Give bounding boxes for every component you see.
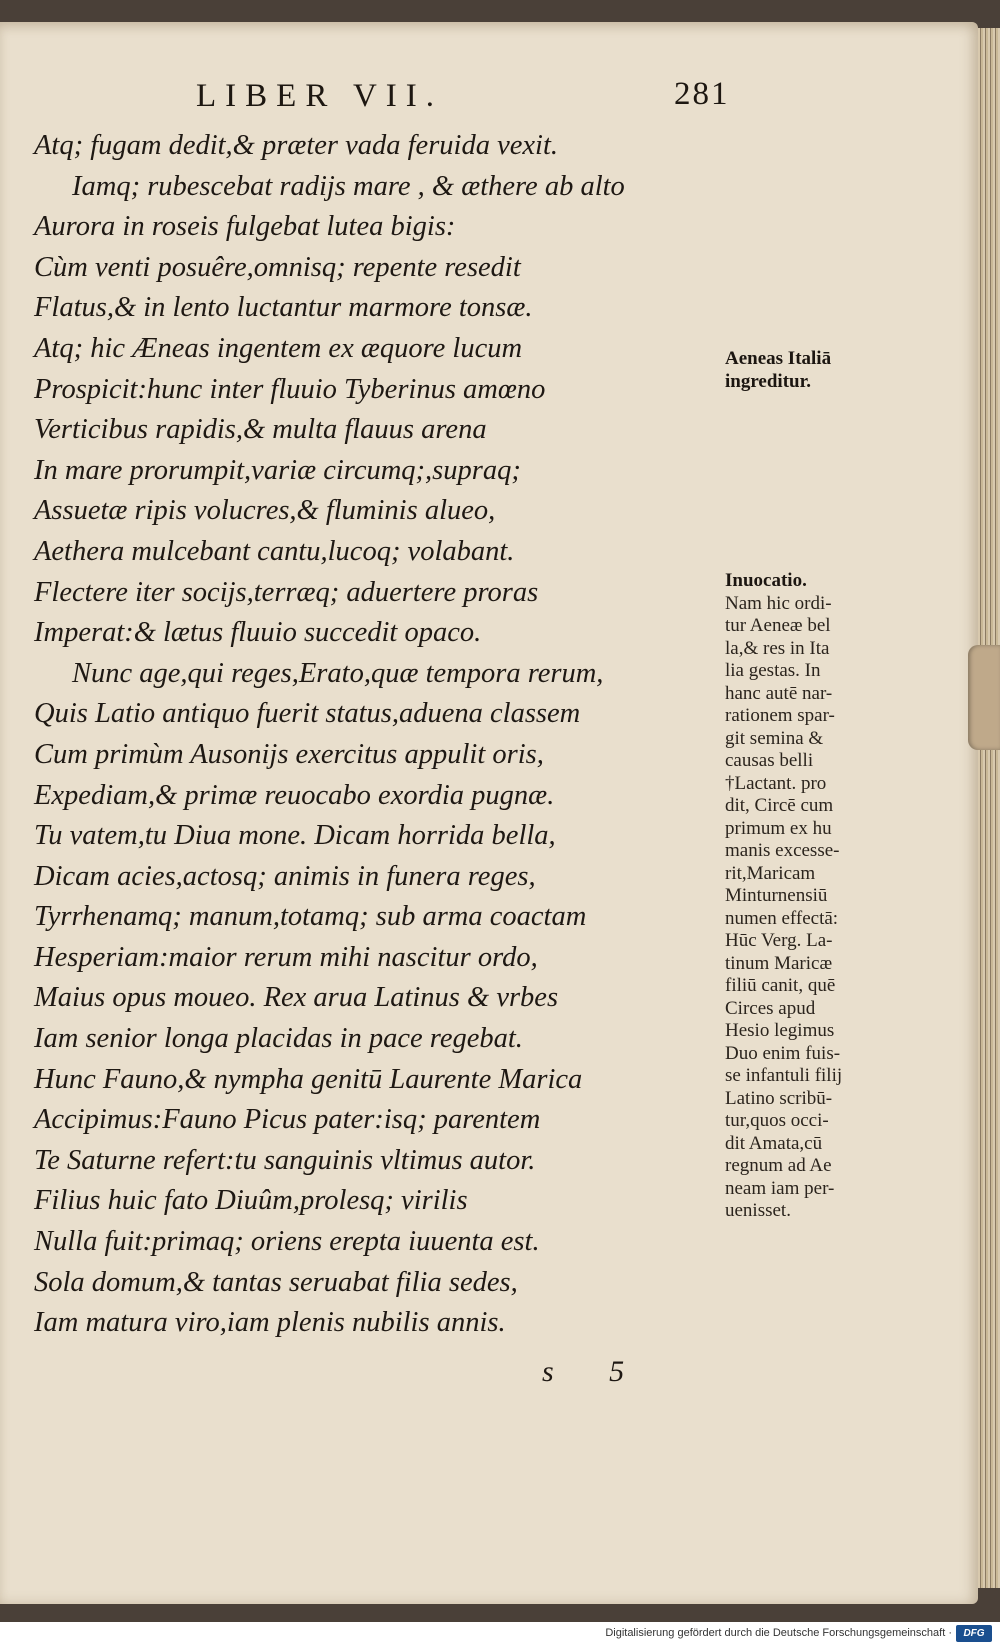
verse-line: Cùm venti posuêre,omnisq; repente resedit — [34, 251, 521, 283]
marginal-note-aeneas — [725, 348, 885, 393]
verse-line: Aurora in roseis fulgebat lutea bigis: — [34, 211, 456, 243]
footer-credit: Digitalisierung gefördert durch die Deutsche Forschungsgemeinschaft · — [605, 1627, 952, 1639]
verse-line: Flectere iter socijs,terræq; aduertere proras — [34, 576, 539, 608]
note-line: se infantuli filij — [725, 1065, 843, 1086]
note-line: Hesio legimus — [725, 1020, 835, 1041]
note-line: Hūc Verg. La- — [725, 930, 833, 951]
verse-line: Cum primùm Ausonijs exercitus appulit oris, — [34, 738, 544, 770]
note-line: filiū canit, quē — [725, 975, 836, 996]
note-line: †Lactant. pro — [725, 772, 827, 794]
verse-line: Imperat:& lætus fluuio succedit opaco. — [34, 617, 482, 649]
note-line: tinum Maricæ — [725, 952, 833, 974]
note-line: Latino scribū- — [725, 1087, 833, 1109]
verse-line: Tu vatem,tu Diua mone. Dicam horrida bella, — [34, 820, 556, 852]
verse-line: Quis Latio antiquo fuerit status,aduena classem — [34, 698, 581, 730]
note-line: Circes apud — [725, 997, 816, 1019]
note-line: hanc autē nar- — [725, 682, 833, 704]
verse-line: Atq; fugam dedit,& præter vada feruida vexit. — [34, 130, 558, 161]
note-line: Inuocatio. — [725, 570, 807, 591]
verse-line: Prospicit:hunc inter fluuio Tyberinus amœno — [34, 373, 546, 405]
note-line: Duo enim fuis- — [725, 1042, 841, 1064]
verse-line: Te Saturne refert:tu sanguinis vltimus autor. — [34, 1144, 536, 1176]
dfg-logo-icon: DFG — [956, 1625, 992, 1642]
page-number: 281 — [674, 76, 730, 112]
verse-line: Iam matura viro,iam plenis nubilis annis. — [34, 1307, 506, 1339]
verse-line: Verticibus rapidis,& multa flauus arena — [34, 414, 487, 446]
verse-line: Accipimus:Fauno Picus pater:isq; parentem — [34, 1104, 541, 1136]
verse-line: Atq; hic Æneas ingentem ex æquore lucum — [34, 332, 523, 364]
note-line: Aeneas Italiā — [725, 348, 832, 369]
note-line: tur,quos occi- — [725, 1110, 829, 1131]
verse-line: Hunc Fauno,& nympha genitū Laurente Marica — [34, 1063, 583, 1095]
book-title: LIBER VII. — [196, 78, 444, 114]
note-line: Nam hic ordi- — [725, 592, 832, 614]
note-line: dit Amata,cū — [725, 1132, 823, 1154]
marginal-note-invocatio — [725, 570, 885, 1223]
note-line: causas belli — [725, 750, 814, 771]
note-line: tur Aeneæ bel — [725, 615, 831, 636]
note-line: neam iam per- — [725, 1177, 835, 1199]
verse-line: Tyrrhenamq; manum,totamq; sub arma coactam — [34, 901, 587, 933]
signature-mark: s 5 — [542, 1355, 649, 1388]
verse-line: Aethera mulcebant cantu,lucoq; volabant. — [34, 535, 515, 567]
note-line: ingreditur. — [725, 370, 812, 392]
verse-line: Hesperiam:maior rerum mihi nascitur ordo, — [34, 941, 538, 973]
verse-line: Sola domum,& tantas seruabat filia sedes, — [34, 1266, 518, 1298]
note-line: la,& res in Ita — [725, 637, 830, 659]
verse-line: Nunc age,qui reges,Erato,quæ tempora rerum, — [72, 657, 604, 689]
verse-line: Iam senior longa placidas in pace regebat. — [34, 1023, 523, 1055]
verse-line: Maius opus moueo. Rex arua Latinus & vrbes — [34, 982, 559, 1014]
page-tab-marker — [968, 645, 1000, 750]
verse-line: Iamq; rubescebat radijs mare , & æthere ab alto — [72, 170, 625, 202]
verse-line: Flatus,& in lento luctantur marmore tonsæ. — [34, 292, 533, 324]
note-line: dit, Circē cum — [725, 795, 834, 816]
note-line: primum ex hu — [725, 817, 832, 839]
note-line: numen effectā: — [725, 907, 839, 929]
verse-line: Filius huic fato Diuûm,prolesq; virilis — [34, 1185, 468, 1217]
verse-text — [34, 126, 734, 1344]
verse-line: In mare prorumpit,variæ circumq;,supraq; — [34, 454, 521, 486]
note-line: rit,Maricam — [725, 862, 816, 884]
page-edges — [978, 28, 1000, 1588]
digitization-footer — [0, 1622, 1000, 1647]
note-line: rationem spar- — [725, 705, 835, 726]
note-line: manis excesse- — [725, 840, 840, 861]
verse-line: Assuetæ ripis volucres,& fluminis alueo, — [34, 495, 496, 527]
note-line: regnum ad Ae — [725, 1155, 832, 1176]
note-line: uenisset. — [725, 1200, 791, 1221]
verse-line: Expediam,& primæ reuocabo exordia pugnæ. — [34, 779, 555, 811]
verse-line: Nulla fuit:primaq; oriens erepta iuuenta est. — [34, 1226, 540, 1258]
note-line: git semina & — [725, 727, 824, 749]
note-line: lia gestas. In — [725, 660, 821, 681]
note-line: Minturnensiū — [725, 885, 828, 906]
verse-line: Dicam acies,actosq; animis in funera reges, — [34, 860, 536, 892]
